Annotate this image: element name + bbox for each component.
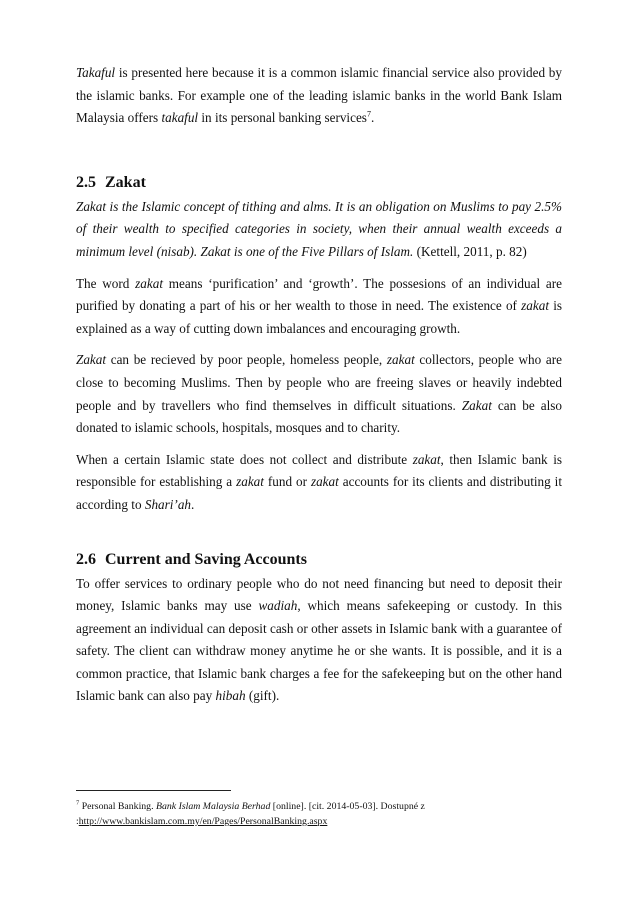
accounts-paragraph: To offer services to ordinary people who do not need financing but need to deposit their money, Islamic banks may use wadiah, which means safekeeping or custody. In this agreement an individual can deposit cash or other assets in Islamic bank with a guarantee of safety. The client can withdraw money anytime he or she wants. It is possible, and it is a common practice, that Islamic bank charges a fee for the safekeeping but on the other hand Islamic bank can also pay hibah (gift). [76,575,562,704]
footnote-source: Bank Islam Malaysia Berhad [155,801,271,812]
document-body [76,62,562,708]
footnote-reference[interactable]: 7 [366,109,371,119]
section-number: 2.6 [76,550,96,568]
section-title: Current and Saving Accounts [105,550,307,568]
footnote-marker: 7 [76,799,80,807]
zakat-bank-role-paragraph: When a certain Islamic state does not collect and distribute zakat, then Islamic bank is responsible for establishing a zakat fund or zakat accounts for its clients and distributing it according to Shari’ah. [76,451,563,512]
section-number: 2.5 [76,173,96,191]
footnote-divider [76,790,231,791]
zakat-meaning-paragraph: The word zakat means ‘purification’ and ‘growth’. The possesions of an individual are purified by donating a part of his or her wealth to those in need. The existence of zakat is explained as a way of cutting down imbalances and encouraging growth. [76,275,563,336]
term-takaful: Takaful [76,65,116,80]
footnote: $^7$ Personal Banking. Bank Islam Malaysia Berhad [online]. [cit. 2014-05-03]. Dostupné z :http://www.bankislam.com.my/en/Pages/PersonalBanking.aspx [76,799,425,827]
footnote-url-link[interactable]: http://www.bankislam.com.my/en/Pages/PersonalBanking.aspx [78,816,328,827]
section-heading-zakat [76,170,562,196]
citation: (Kettell, 2011, p. 82) [413,243,527,259]
intro-paragraph: Takaful is presented here because it is a common islamic financial service also provided by the islamic banks. For example one of the leading islamic banks in the world Bank Islam Malaysia offers takaful in its personal banking services$^7$. [76,65,562,126]
zakat-definition-paragraph: Zakat is the Islamic concept of tithing and alms. It is an obligation on Muslims to pay 2.5% of their wealth to specified categories in society, when their annual wealth exceeds a minimum level (nisab). Zakat is one of the Five Pillars of Islam. (Kettell, 2011, p. 82) [76,198,562,259]
term-takaful: takaful [161,110,199,126]
section-title: Zakat [105,173,146,191]
section-heading-accounts [76,547,562,573]
zakat-recipients-paragraph: Zakat can be recieved by poor people, homeless people, zakat collectors, people who are close to becoming Muslims. Then by people who are freeing slaves or heavily indebted people and by travellers who find themselves in difficult situations. Zakat can be also donated to islamic schools, hospitals, mosques and to charity. [76,352,562,436]
